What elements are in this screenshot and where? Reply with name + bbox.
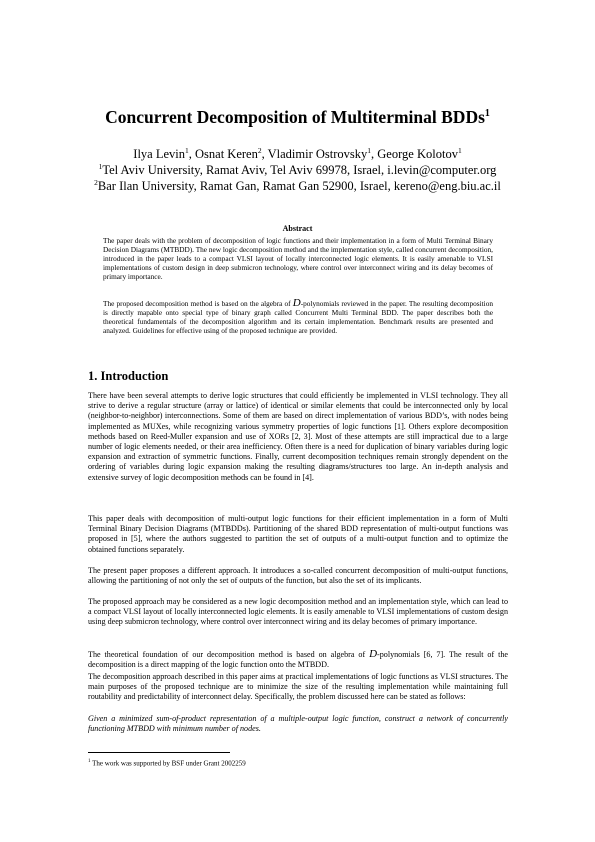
author-name: Vladimir Ostrovsky <box>267 147 368 161</box>
footnote-divider <box>88 752 230 753</box>
author-name: Osnat Keren <box>195 147 258 161</box>
affiliation-1: $^1$Tel Aviv University, Ramat Aviv, Tel Aviv 69978, Israel, i.levin@computer.org <box>98 161 497 177</box>
problem-statement: Given a minimized sum-of-product representation of a multiple-output logic function, construct a network of concurrently functioning MTBDD with minimum number of nodes. <box>88 714 508 734</box>
section-heading: 1. Introduction <box>88 369 169 383</box>
abstract-heading: Abstract <box>282 224 313 233</box>
body-paragraph-2: This paper deals with decomposition of multi-output logic functions for their efficient implementation in a form of Multi Terminal Binary Decision Diagrams (MTBDDs). Partitioning of the shared BDD representation of multi-output functions was proposed in [5], where the authors suggested to partition the set of outputs of a multi-output function and to optimize the obtained functions separately. <box>88 514 508 554</box>
author-name: Ilya Levin <box>133 147 186 161</box>
title-footnote-mark: 1 <box>484 108 490 120</box>
abstract-paragraph-2: The proposed decomposition method is based on the algebra of D-polynomials reviewed in the paper. The resulting decomposition is directly mapable onto special type of binary graph called Concurrent Multi Terminal BDD. The paper describes both the theoretical fundamentals of the decomposition algorithm and its certain implementation. Benchmark results are presented and analyzed. Guidelines for effective using of the proposed technique are provided. <box>103 297 493 336</box>
body-paragraph-1: There have been several attempts to derive logic structures that could efficiently be implemented in VLSI technology. They all strive to derive a regular structure (array or lattice) of identical or similar elements that could be interconnected only by local (neighbor-to-neighbor) interconnections. Some of them are based on direct implementation of various BDD’s, with nodes being implemented as MUXes, while recognizing various symmetry properties of logic functions [1]. Others explore decomposition methods based on Reed-Muller expansion and use of XORs [2, 3]. Most of these attempts are still impractical due to a large number of logic elements needed, or their area inefficiency. Often there is a need for duplication of binary variables during logic expansion and extraction of symmetric functions. Finally, current decomposition techniques remain strongly dependent on the ordering of variables during logic expansion making the resulting diagrams/structures too large. An in-depth analysis and extensive survey of logic decomposition methods can be found in [4]. <box>88 391 508 482</box>
author-name: George Kolotov <box>377 147 458 161</box>
abstract-paragraph-1: The paper deals with the problem of decomposition of logic functions and their implementation in a form of Multi Terminal Binary Decision Diagrams (MTBDD). The new logic decomposition method and the implementation style, called concurrent decomposition, introduced in the paper leads to a compact VLSI layout of locally interconnected logic elements. It is easily amenable to VLSI implementations of custom design in deep submicron technology, where control over interconnect wiring and its delay becomes of primary importance. <box>103 236 493 282</box>
footnote: $^1$ The work was supported by BSF under Grant 2002259 <box>88 759 246 768</box>
author-list: Ilya Levin$^1$, Osnat Keren$^2$, Vladimir Ostrovsky$^1$, George Kolotov$^1$ <box>133 145 462 161</box>
paper-title: Concurrent Decomposition of Multiterminal BDDs$^1$ <box>105 107 490 127</box>
body-paragraph-3: The present paper proposes a different approach. It introduces a so-called concurrent decomposition of multi-output functions, allowing the partitioning of not only the set of outputs of the function, but also the set of its implicants. <box>88 566 508 586</box>
body-paragraph-6: The decomposition approach described in this paper aims at practical implementations of logic functions as VLSI structures. The main purposes of the proposed technique are to minimize the size of the resulting implementation while maintaining full routability and predictability of interconnect delay. Specifically, the problem discussed here can be stated as follows: <box>88 672 508 702</box>
body-paragraph-4: The proposed approach may be considered as a new logic decomposition method and an implementation style, which can lead to a compact VLSI layout of locally interconnected logic elements. It is easily amenable to VLSI implementations of custom design using deep submicron technology, where control over interconnect wiring and its delay becomes of primary importance. <box>88 597 508 627</box>
affiliation-2: $^2$Bar Ilan University, Ramat Gan, Ramat Gan 52900, Israel, kereno@eng.biu.ac.il <box>94 177 501 193</box>
body-paragraph-5: The theoretical foundation of our decomposition method is based on algebra of D-polynomials [6, 7]. The result of the decomposition is a direct mapping of the logic function onto the MTBDD. <box>88 648 509 670</box>
